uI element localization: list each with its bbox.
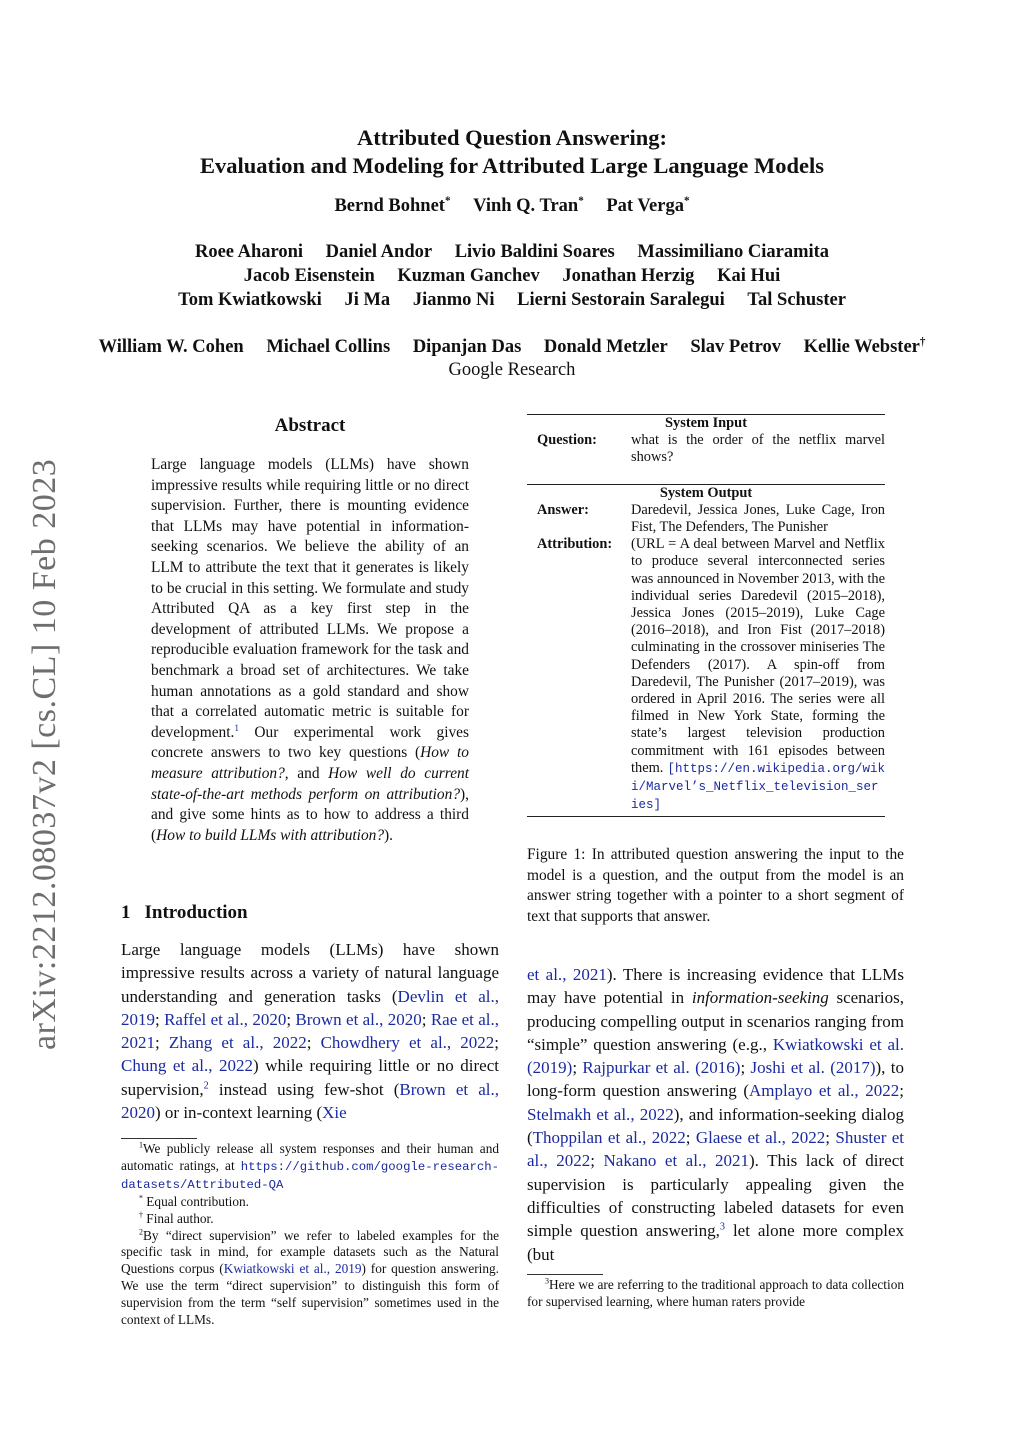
affiliation: Google Research <box>448 360 576 380</box>
author-name: Lierni Sestorain Saralegui <box>517 290 725 310</box>
abstract-heading: Abstract <box>274 415 346 436</box>
citation-link[interactable]: Joshi et al. (2017) <box>750 1058 876 1078</box>
author-name: Jacob Eisenstein <box>243 266 375 286</box>
citation-link[interactable]: Nakano et al., 2021 <box>603 1151 749 1171</box>
author-name: Kai Hui <box>717 266 781 286</box>
arxiv-stamp: arXiv:2212.08037v2 [cs.CL] 10 Feb 2023 <box>26 458 63 1050</box>
question-value: what is the order of the netflix marvel shows? <box>631 432 885 466</box>
footnote-ref[interactable]: 1 <box>234 722 239 733</box>
intro-text: Large language models (LLMs) have shown impressive results across a variety of natural language understanding and generation tasks (Devlin et al., 2019; Raffel et al., 2020; Brown et al., 2020; Rae et al., 2021; Zhang et al., 2022; Chowdhery et al., 2022; Chung et al., 2022) while requiring little or no direct supervision,$^2$ instead using few-shot (Brown et al., 2020) or in-context learning (Xie <box>121 940 500 1123</box>
table-rule <box>527 816 885 817</box>
abstract-text: Large language models (LLMs) have shown impressive results while requiring little or no direct supervision. Further, there is mounting evidence that LLMs may have potential in information-seeking scenarios. We believe the ability of an LLM to attribute the text that it generates is likely to be crucial in this setting. We formulate and study Attributed QA as a key first step in the development of attributed LLMs. We propose a reproducible evaluation framework for the task and benchmark a broad set of architectures. We take human annotations as a gold standard and show that a correlated automatic metric is suitable for development.$^1$ Our experimental work gives concrete answers to two key questions (How to measure attribution?, and How well do current state-of-the-art methods perform on attribution?), and give some hints as to how to address a third (How to build LLMs with attribution?). <box>151 456 469 844</box>
citation-link[interactable]: Glaese et al., 2022 <box>695 1128 826 1148</box>
author-name: William W. Cohen <box>98 337 244 357</box>
answer-value: Daredevil, Jessica Jones, Luke Cage, Iron Fist, The Defenders, The Punisher <box>631 501 885 536</box>
system-output-heading: System Output <box>659 484 753 501</box>
citation-link[interactable]: Zhang et al., 2022 <box>168 1033 307 1053</box>
author-name: Roee Aharoni <box>194 242 304 262</box>
footnote-2: $^2$By “direct supervision” we refer to labeled examples for the specific task in mind, for example datasets such as the Natural Questions corpus (Kwiatkowski et al., 2019) for question answering. We use the term “direct supervision” to distinguish this form of supervision from the term “self supervision” sometimes used in the context of LLMs. <box>121 1227 499 1328</box>
author-row-4 <box>0 288 1024 312</box>
title-line-2: Evaluation and Modeling for Attributed Large Language Models <box>199 153 824 178</box>
question-row <box>527 432 885 466</box>
citation-link[interactable]: Thoppilan et al., 2022 <box>532 1128 686 1148</box>
title-line-1: Attributed Question Answering: <box>356 125 667 150</box>
author-name: Jonathan Herzig <box>562 266 695 286</box>
footnotes-right <box>527 1274 904 1311</box>
author-name: Daniel Andor <box>325 242 433 262</box>
author-name: Ji Ma <box>344 290 391 310</box>
citation-link[interactable]: Stelmakh et al., 2022 <box>527 1104 674 1124</box>
footnote-star: * Equal contribution. <box>139 1193 249 1209</box>
footnote-ref[interactable]: 2 <box>203 1080 209 1092</box>
footnote-dagger: † Final author. <box>139 1210 214 1226</box>
right-column-text: et al., 2021). There is increasing evidence that LLMs may have potential in information-seeking scenarios, producing compelling output in scenarios ranging from “simple” question answering (e.g., Kwiatkowski et al. (2019); Rajpurkar et al. (2016); Joshi et al. (2017)), to long-form question answering (Amplayo et al., 2022; Stelmakh et al., 2022), and information-seeking dialog (Thoppilan et al., 2022; Glaese et al., 2022; Shuster et al., 2022; Nakano et al., 2021). This lack of direct supervision is particularly appealing given the difficulties of constructing labeled datasets for even simple question answering,$^3$ let alone more complex (but <box>527 965 905 1264</box>
author-name: Livio Baldini Soares <box>454 242 615 262</box>
author-name: Kuzman Ganchev <box>397 266 540 286</box>
author-name: Michael Collins <box>266 337 391 357</box>
author-name: Bernd Bohnet* <box>334 194 451 216</box>
author-name: Dipanjan Das <box>412 337 522 357</box>
footnote-rule <box>527 1274 603 1275</box>
author-name: Vinh Q. Tran* <box>473 194 584 216</box>
answer-label: Answer: <box>537 501 589 518</box>
citation-link[interactable]: et al., 2021 <box>527 965 607 984</box>
author-row-1 <box>0 194 1024 218</box>
citation-link[interactable]: Chung et al., 2022 <box>121 1056 253 1076</box>
citation-link[interactable]: Devlin et al., 2019 <box>121 986 499 1029</box>
citation-link[interactable]: Kwiatkowski et al., 2019 <box>223 1261 362 1277</box>
citation-link[interactable]: Rae et al., 2021 <box>121 1009 499 1053</box>
answer-row <box>527 502 885 536</box>
footnote-3: $^3$Here we are referring to the traditional approach to data collection for supervised learning, where human raters provide <box>527 1276 904 1309</box>
citation-link[interactable]: Brown et al., 2020 <box>295 1009 422 1029</box>
intro-heading: 1 Introduction <box>121 902 248 923</box>
citation-link[interactable]: Amplayo et al., 2022 <box>749 1081 900 1101</box>
author-name: Tom Kwiatkowski <box>178 290 322 310</box>
attribution-label: Attribution: <box>537 536 613 553</box>
attribution-row <box>527 536 885 814</box>
author-row-2 <box>0 240 1024 264</box>
author-name: Massimiliano Ciaramita <box>637 242 830 262</box>
author-name: Kellie Webster† <box>803 335 926 357</box>
author-row-5 <box>0 335 1024 359</box>
github-link[interactable]: https://github.com/google-research-datasets/Attributed-QA <box>121 1159 499 1192</box>
footnote-rule <box>121 1138 197 1139</box>
citation-link[interactable]: Kwiatkowski et al. (2019) <box>527 1034 904 1078</box>
footnote-ref[interactable]: 3 <box>719 1221 726 1233</box>
author-name: Tal Schuster <box>747 290 846 310</box>
question-label: Question: <box>537 432 597 449</box>
citation-link[interactable]: Shuster et al., 2022 <box>527 1128 905 1171</box>
footnotes-left <box>121 1138 499 1329</box>
attribution-value: (URL = A deal between Marvel and Netflix to produce several interconnected series was announced in November 2013, with the individual series Daredevil (2015–2018), Jessica Jones (2015–2019), Luke Cage (2016–2018), and Iron Fist (2017–2018) culminating in the crossover miniseries The Defenders (2017). A spin-off from Daredevil, The Punisher (2017–2019), was ordered in April 2016. The series were all filmed in New York State, forming the state’s largest television production commitment with 161 episodes between them. [https://en.wikipedia.org/wiki/Marvel’s_Netflix_television_series] <box>631 536 885 813</box>
paper-title <box>0 124 1024 180</box>
author-name: Jianmo Ni <box>412 290 495 310</box>
citation-link[interactable]: Xie <box>322 1103 347 1123</box>
author-name: Donald Metzler <box>543 337 668 357</box>
citation-link[interactable]: Chowdhery et al., 2022 <box>320 1033 495 1053</box>
system-input-heading: System Input <box>665 415 747 431</box>
author-name: Slav Petrov <box>690 337 781 357</box>
figure-caption: Figure 1: In attributed question answering the input to the model is a question, and the output from the model is an answer string together with a pointer to a short segment of text that supports that answer. <box>527 846 904 925</box>
author-name: Pat Verga* <box>606 194 690 216</box>
author-row-3 <box>0 264 1024 288</box>
wikipedia-link[interactable]: [https://en.wikipedia.org/wiki/Marvel’s_Netflix_television_series] <box>631 761 885 813</box>
footnote-1: $^1$We publicly release all system responses and their human and automatic ratings, at https://github.com/google-research-datasets/Attributed-QA <box>121 1140 499 1192</box>
figure-1-table <box>527 414 885 817</box>
citation-link[interactable]: Raffel et al., 2020 <box>164 1009 287 1029</box>
citation-link[interactable]: Brown et al., 2020 <box>121 1079 499 1123</box>
citation-link[interactable]: Rajpurkar et al. (2016) <box>582 1058 741 1078</box>
